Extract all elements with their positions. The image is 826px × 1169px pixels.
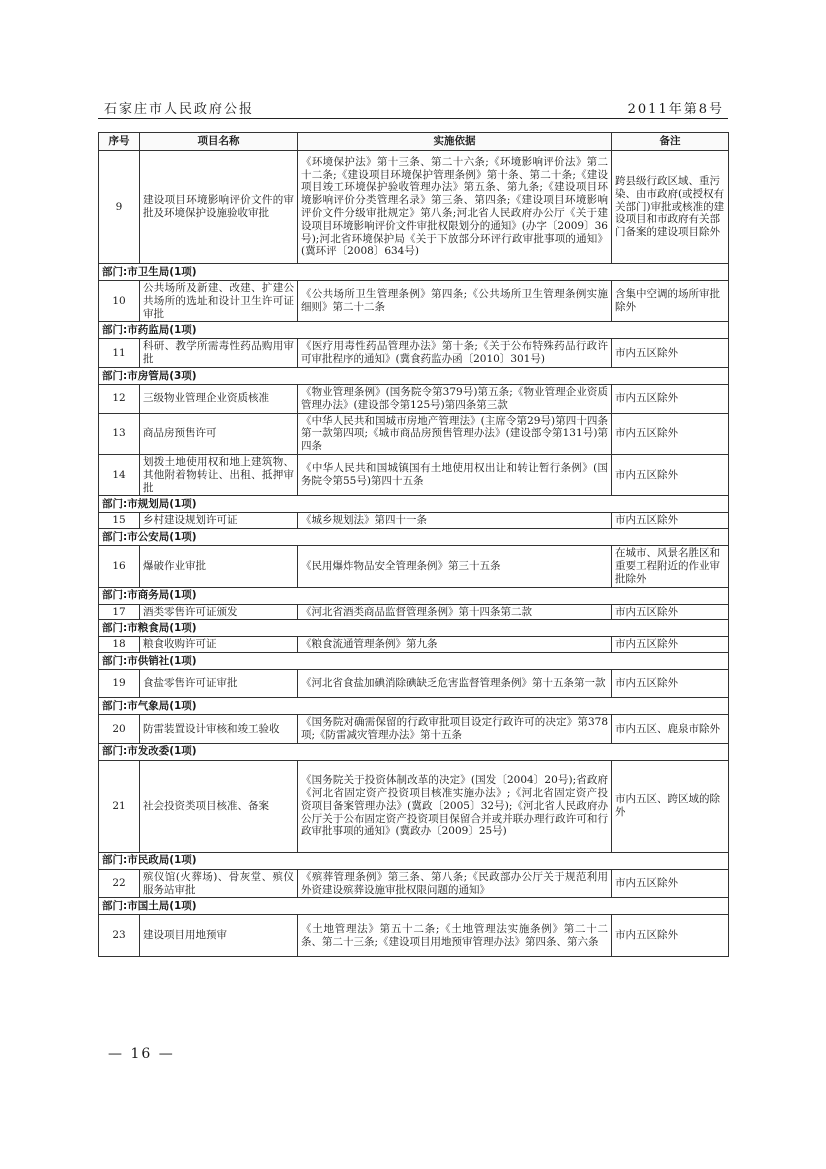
table-row: [99, 384, 729, 413]
item-remark: 市内五区除外: [612, 413, 729, 454]
department-label: 部门:市粮食局(1项): [99, 620, 729, 637]
col-header-name: 项目名称: [140, 133, 298, 151]
item-basis: 《物业管理条例》(国务院令第379号)第五条;《物业管理企业资质管理办法》(建设部令第125号)第四条第三款: [298, 384, 612, 413]
col-header-remark: 备注: [612, 133, 729, 151]
col-header-no: 序号: [99, 133, 140, 151]
department-row: [99, 496, 729, 513]
department-label: 部门:市气象局(1项): [99, 698, 729, 715]
department-label: 部门:市公安局(1项): [99, 529, 729, 546]
item-basis: 《环境保护法》第十三条、第二十六条;《环境影响评价法》第二十二条;《建设项目环境保护管理条例》第十条、第二十条;《建设项目竣工环境保护验收管理办法》第五条、第九条;《建设项目环境影响评价分类管理名录》第三条、第四条;《建设项目环境影响评价文件分级审批规定》第八条;河北省人民政府办公厅《关于建设项目环境影响评价文件审批权限划分的通知》(办字〔2009〕36号);河北省环境保护局《关于下放部分环评行政审批事项的通知》(冀环评〔2008〕634号): [298, 151, 612, 264]
approval-items-table: [98, 132, 729, 957]
item-basis: 《城乡规划法》第四十一条: [298, 513, 612, 529]
department-row: [99, 620, 729, 637]
item-basis: 《中华人民共和国城市房地产管理法》(主席令第29号)第四十四条第一款第四项;《城市商品房预售管理办法》(建设部令第131号)第四条: [298, 413, 612, 454]
department-row: [99, 367, 729, 384]
item-remark: 在城市、风景名胜区和重要工程附近的作业审批除外: [612, 546, 729, 587]
department-label: 部门:市规划局(1项): [99, 496, 729, 513]
item-name: 社会投资类项目核准、备案: [140, 760, 298, 852]
item-name: 划拨土地使用权和地上建筑物、其他附着物转让、出租、抵押审批: [140, 454, 298, 495]
department-row: [99, 898, 729, 915]
department-row: [99, 698, 729, 715]
item-name: 商品房预售许可: [140, 413, 298, 454]
header-rule: [98, 118, 728, 119]
item-number: 17: [99, 604, 140, 620]
item-basis: 《粮食流通管理条例》第九条: [298, 637, 612, 653]
item-basis: 《土地管理法》第五十二条;《土地管理法实施条例》第二十二条、第二十三条;《建设项目用地预审管理办法》第四条、第六条: [298, 915, 612, 957]
col-header-basis: 实施依据: [298, 133, 612, 151]
item-name: 公共场所及新建、改建、扩建公共场所的选址和设计卫生许可证审批: [140, 281, 298, 322]
item-basis: 《殡葬管理条例》第三条、第八条;《民政部办公厅关于规范利用外资建设殡葬设施审批权限问题的通知》: [298, 869, 612, 898]
department-row: [99, 587, 729, 604]
table-row: [99, 637, 729, 653]
item-name: 爆破作业审批: [140, 546, 298, 587]
item-basis: 《国务院对确需保留的行政审批项目设定行政许可的决定》第378项;《防雷减灾管理办法》第十五条: [298, 715, 612, 744]
table-row: [99, 915, 729, 957]
item-remark: 市内五区除外: [612, 670, 729, 698]
item-remark: 跨县级行政区域、重污染、由市政府(或授权有关部门)审批或核准的建设项目和市政府有关部门备案的建设项目除外: [612, 151, 729, 264]
item-number: 18: [99, 637, 140, 653]
publication-title: 石家庄市人民政府公报: [104, 102, 255, 117]
table-header-row: [99, 133, 729, 151]
item-basis: 《公共场所卫生管理条例》第四条;《公共场所卫生管理条例实施细则》第二十二条: [298, 281, 612, 322]
table-row: [99, 151, 729, 264]
item-remark: 市内五区、鹿泉市除外: [612, 715, 729, 744]
item-number: 22: [99, 869, 140, 898]
item-name: 建设项目环境影响评价文件的审批及环境保护设施验收审批: [140, 151, 298, 264]
table-row: [99, 760, 729, 852]
department-row: [99, 743, 729, 760]
item-name: 粮食收购许可证: [140, 637, 298, 653]
item-number: 15: [99, 513, 140, 529]
item-name: 三级物业管理企业资质核准: [140, 384, 298, 413]
item-name: 食盐零售许可证审批: [140, 670, 298, 698]
item-number: 20: [99, 715, 140, 744]
item-number: 11: [99, 339, 140, 368]
item-name: 防雷装置设计审核和竣工验收: [140, 715, 298, 744]
table-row: [99, 413, 729, 454]
department-label: 部门:市民政局(1项): [99, 852, 729, 869]
table-row: [99, 513, 729, 529]
table-row: [99, 546, 729, 587]
table-body: [99, 151, 729, 957]
item-basis: 《医疗用毒性药品管理办法》第十条;《关于公布特殊药品行政许可审批程序的通知》(冀食药监办函〔2010〕301号): [298, 339, 612, 368]
item-number: 12: [99, 384, 140, 413]
table-row: [99, 869, 729, 898]
department-label: 部门:市供销社(1项): [99, 653, 729, 670]
page-number: — 16 —: [108, 1046, 175, 1062]
item-number: 19: [99, 670, 140, 698]
item-remark: 市内五区除外: [612, 454, 729, 495]
item-basis: 《国务院关于投资体制改革的决定》(国发〔2004〕20号);省政府《河北省固定资产投资项目核准实施办法》;《河北省固定资产投资项目备案管理办法》(冀政〔2005〕32号);《河北省人民政府办公厅关于公布固定资产投资项目保留合并或并联办理行政许可和行政审批事项的通知》(冀政办〔2009〕25号): [298, 760, 612, 852]
table-row: [99, 454, 729, 495]
table-row: [99, 604, 729, 620]
item-remark: 市内五区除外: [612, 637, 729, 653]
item-number: 23: [99, 915, 140, 957]
department-row: [99, 264, 729, 281]
department-row: [99, 653, 729, 670]
department-row: [99, 529, 729, 546]
item-name: 殡仪馆(火葬场)、骨灰堂、殡仪服务站审批: [140, 869, 298, 898]
department-label: 部门:市发改委(1项): [99, 743, 729, 760]
item-remark: 市内五区除外: [612, 339, 729, 368]
table-row: [99, 339, 729, 368]
item-number: 13: [99, 413, 140, 454]
item-number: 14: [99, 454, 140, 495]
table-row: [99, 281, 729, 322]
department-label: 部门:市房管局(3项): [99, 367, 729, 384]
item-basis: 《河北省食盐加碘消除碘缺乏危害监督管理条例》第十五条第一款: [298, 670, 612, 698]
department-label: 部门:市国土局(1项): [99, 898, 729, 915]
item-remark: 市内五区除外: [612, 915, 729, 957]
item-name: 乡村建设规划许可证: [140, 513, 298, 529]
item-remark: 含集中空调的场所审批除外: [612, 281, 729, 322]
issue-number: 2011年第8号: [627, 102, 724, 117]
item-remark: 市内五区除外: [612, 869, 729, 898]
item-basis: 《河北省酒类商品监督管理条例》第十四条第二款: [298, 604, 612, 620]
item-name: 酒类零售许可证颁发: [140, 604, 298, 620]
department-label: 部门:市卫生局(1项): [99, 264, 729, 281]
department-label: 部门:市商务局(1项): [99, 587, 729, 604]
item-basis: 《中华人民共和国城镇国有土地使用权出让和转让暂行条例》(国务院令第55号)第四十五条: [298, 454, 612, 495]
table-row: [99, 715, 729, 744]
item-remark: 市内五区除外: [612, 384, 729, 413]
department-label: 部门:市药监局(1项): [99, 322, 729, 339]
item-remark: 市内五区、跨区域的除外: [612, 760, 729, 852]
item-name: 建设项目用地预审: [140, 915, 298, 957]
item-number: 9: [99, 151, 140, 264]
item-basis: 《民用爆炸物品安全管理条例》第三十五条: [298, 546, 612, 587]
item-remark: 市内五区除外: [612, 513, 729, 529]
department-row: [99, 322, 729, 339]
item-name: 科研、教学所需毒性药品购用审批: [140, 339, 298, 368]
table-row: [99, 670, 729, 698]
item-remark: 市内五区除外: [612, 604, 729, 620]
page-header: [98, 98, 728, 120]
department-row: [99, 852, 729, 869]
item-number: 16: [99, 546, 140, 587]
item-number: 10: [99, 281, 140, 322]
item-number: 21: [99, 760, 140, 852]
